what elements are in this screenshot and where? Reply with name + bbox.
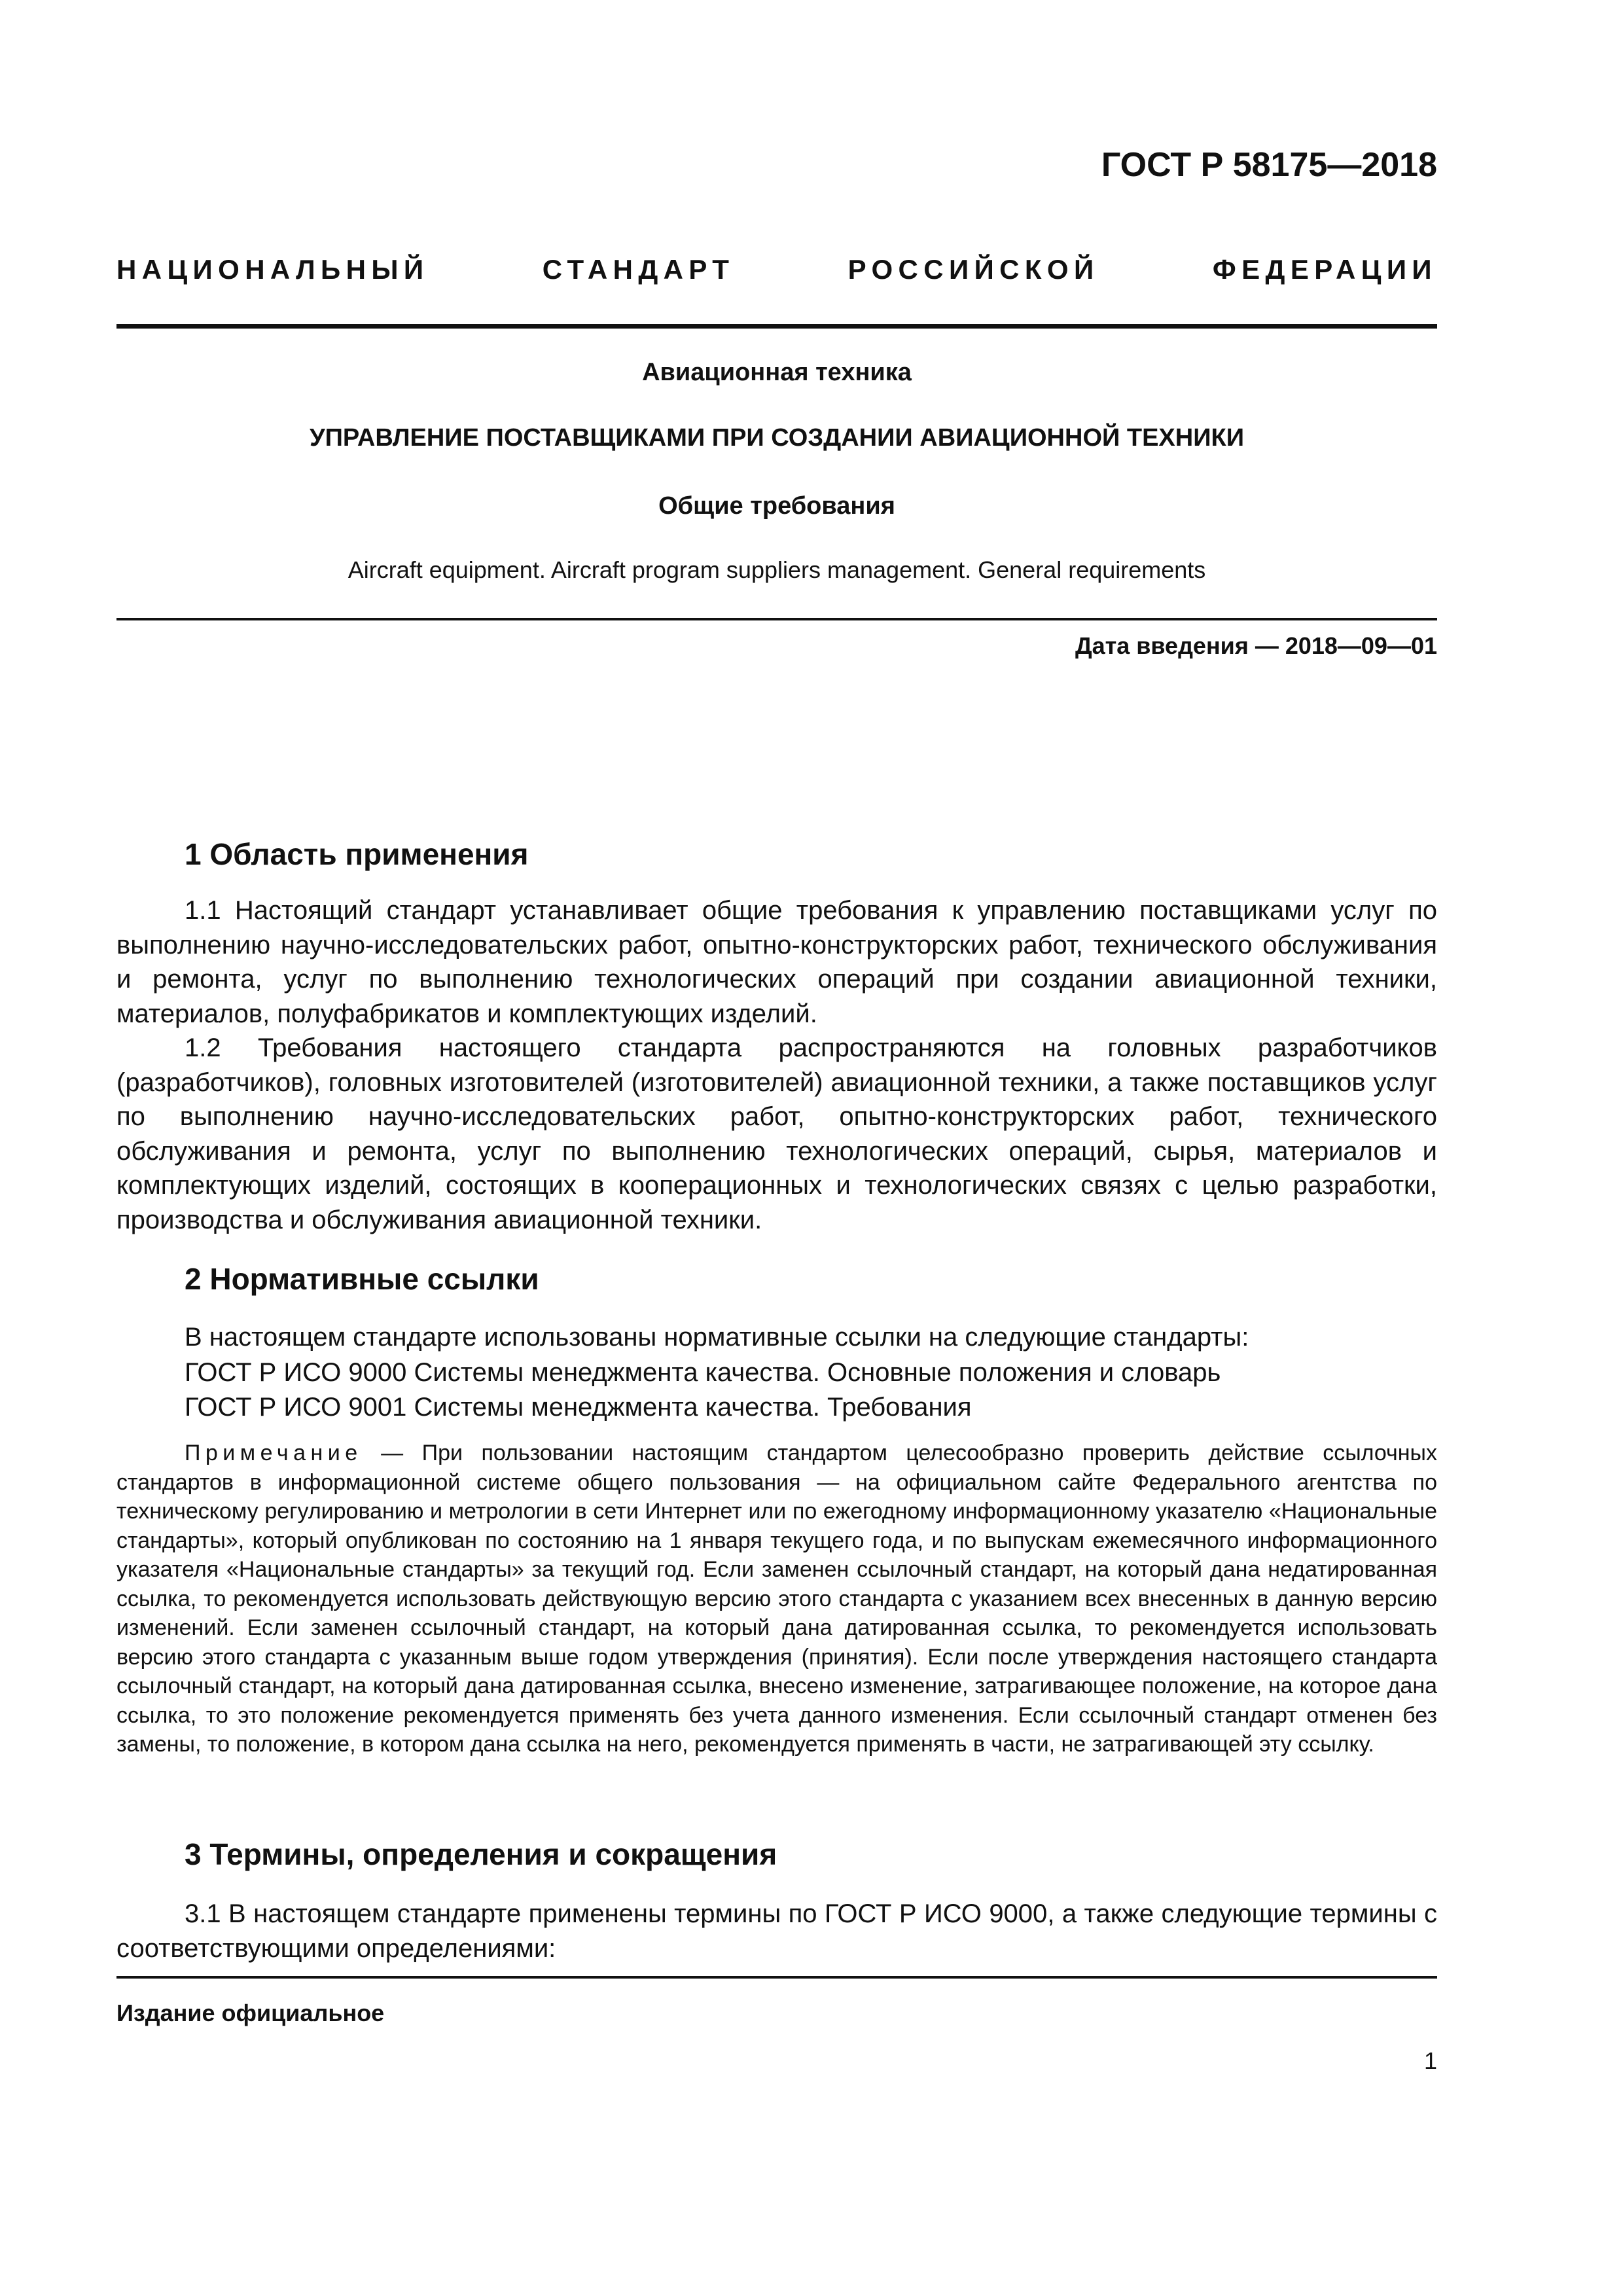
- document-number: ГОСТ Р 58175—2018: [1101, 146, 1437, 184]
- title-rule: [116, 618, 1437, 620]
- section-1-paragraph-1: 1.1 Настоящий стандарт устанавливает общие требования к управлению поставщиками услуг по выполнению научно-исследовательских работ, опытно-конструкторских работ, технического обслуживания и ремонта, услуг по выполнению технологических операций при создании авиационной техники, материалов, полуфабрикатов и комплектующих изделий.: [116, 896, 1437, 1028]
- section-1-paragraph-2: 1.2 Требования настоящего стандарта распространяются на головных разработчиков (разработчиков), головных изготовителей (изготовителей) авиационной техники, а также поставщиков услуг по выполнению научно-исследовательских работ, опытно-конструкторских работ, технического обслуживания и ремонта, услуг по выполнению технологических операций, сырья, материалов и комплектующих изделий, состоящих в кооперационных и технологических связях с целью разработки, производства и обслуживания авиационной техники.: [116, 1033, 1437, 1234]
- note-label: Примечание: [185, 1441, 363, 1465]
- title-category: Авиационная техника: [642, 359, 912, 386]
- section-2-intro: В настоящем стандарте использованы нормативные ссылки на следующие стандарты:: [185, 1323, 1249, 1352]
- note-paragraph: [116, 1439, 1437, 1759]
- title-english: Aircraft equipment. Aircraft program suppliers management. General requirements: [348, 556, 1206, 583]
- reference-iso-9001: ГОСТ Р ИСО 9001 Системы менеджмента качества. Требования: [185, 1393, 972, 1422]
- title-main: УПРАВЛЕНИЕ ПОСТАВЩИКАМИ ПРИ СОЗДАНИИ АВИАЦИОННОЙ ТЕХНИКИ: [309, 424, 1245, 452]
- official-edition-label: Издание официальное: [116, 2000, 385, 2026]
- title-sub: Общие требования: [658, 492, 895, 520]
- effective-date: Дата введения — 2018—09—01: [1075, 632, 1437, 659]
- section-1-heading: 1 Область применения: [185, 837, 529, 871]
- footer-rule: [116, 1976, 1437, 1979]
- section-3-paragraph-1: 3.1 В настоящем стандарте применены термины по ГОСТ Р ИСО 9000, а также следующие термины с соответствующими определениями:: [116, 1899, 1437, 1963]
- note-text: — При пользовании настоящим стандартом целесообразно проверить действие ссылочных стандартов в информационной системе общего пользования — на официальном сайте Федерального агентства по техническому регулированию и метрологии в сети Интернет или по ежегодному информационному указателю «Национальные стандарты», который опубликован по состоянию на 1 января текущего года, и по выпускам ежемесячного информационного указателя «Национальные стандарты» за текущий год. Если заменен ссылочный стандарт, на который дана недатированная ссылка, то рекомендуется использовать действующую версию этого стандарта с указанием всех внесенных в данную версию изменений. Если заменен ссылочный стандарт, на который дана датированная ссылка, то рекомендуется использовать версию этого стандарта с указанным выше годом утверждения (принятия). Если после утверждения настоящего стандарта ссылочный стандарт, на который дана датированная ссылка, внесено изменение, затрагивающее положение, на которое дана ссылка, то это положение рекомендуется применять без учета данного изменения. Если ссылочный стандарт отменен без замены, то положение, в котором дана ссылка на него, рекомендуется применять в части, не затрагивающей эту ссылку.: [116, 1441, 1437, 1757]
- header-rule: [116, 324, 1437, 329]
- section-3-heading: 3 Термины, определения и сокращения: [185, 1837, 777, 1871]
- national-standard-banner: НАЦИОНАЛЬНЫЙ СТАНДАРТ РОССИЙСКОЙ ФЕДЕРАЦИИ: [116, 254, 1437, 285]
- page-number: 1: [1423, 2047, 1437, 2074]
- reference-iso-9000: ГОСТ Р ИСО 9000 Системы менеджмента качества. Основные положения и словарь: [185, 1358, 1221, 1387]
- section-2-heading: 2 Нормативные ссылки: [185, 1262, 539, 1296]
